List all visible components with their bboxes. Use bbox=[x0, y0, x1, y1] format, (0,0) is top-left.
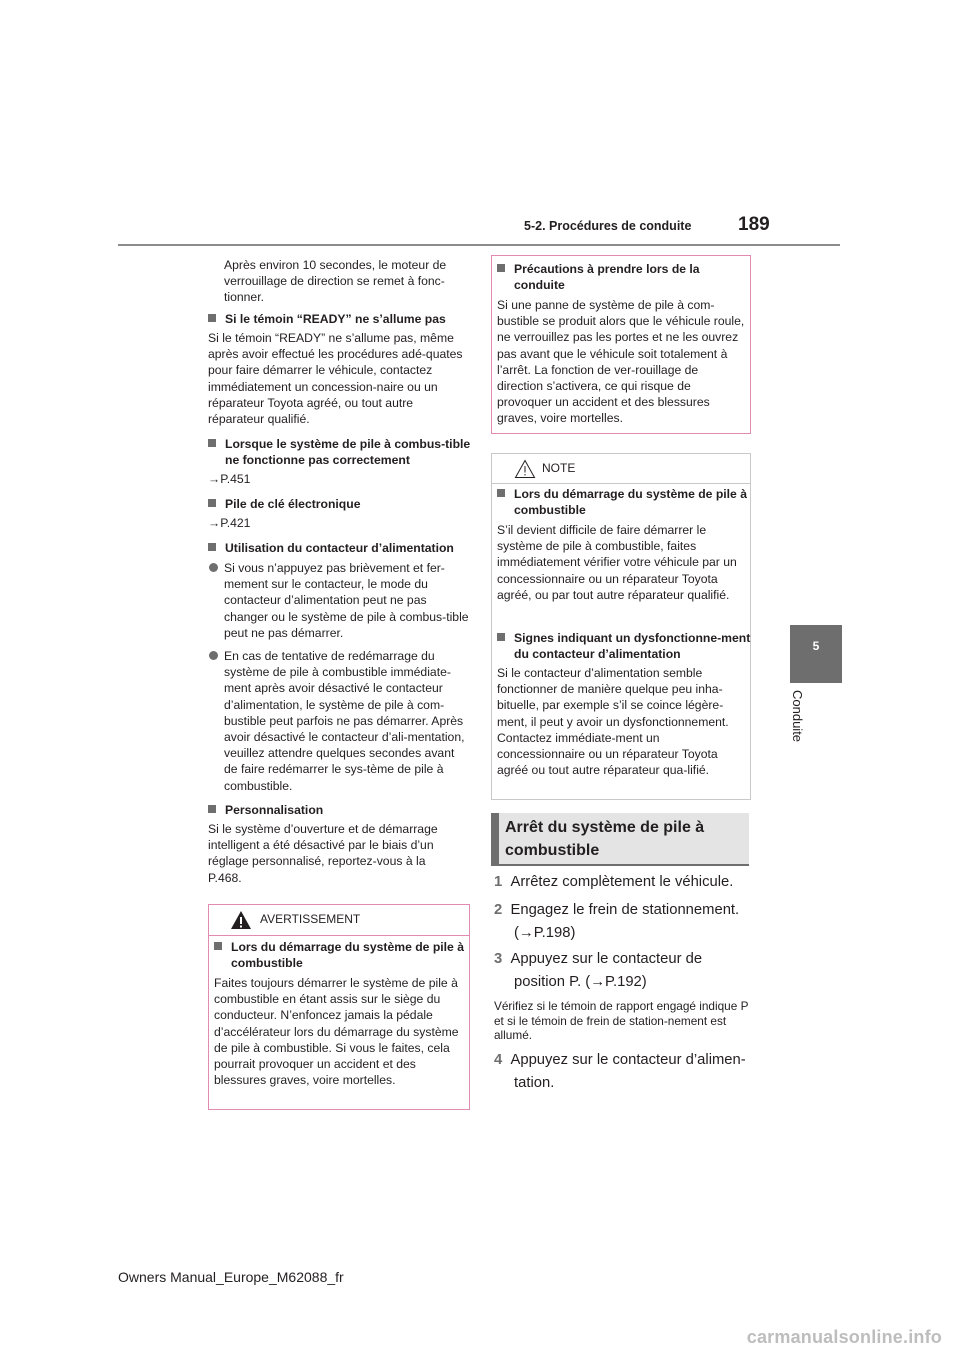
fuelcell-ref[interactable]: →P.451 bbox=[208, 472, 251, 486]
watermark: carmanualsonline.info bbox=[746, 1327, 942, 1347]
bullet-1: Si vous n’appuyez pas brièvement et fer-mement sur le contacteur, le mode du contacteur d’alimentation peut ne pas changer ou le système de pile à combus-tible peut ne pas démarrer. bbox=[224, 561, 469, 640]
chapter-number: 5 bbox=[812, 639, 820, 653]
step-3: 3 Appuyez sur le contacteur de bbox=[494, 951, 703, 967]
step-1: 1 Arrêtez complètement le véhicule. bbox=[494, 874, 734, 890]
step-2: 2 Engagez le frein de stationnement. bbox=[494, 902, 740, 918]
warning-box bbox=[208, 904, 470, 1110]
note-box bbox=[491, 453, 751, 800]
chapter-tab bbox=[790, 625, 842, 683]
warning-subheading: Lors du démarrage du système de pile à combustible bbox=[214, 939, 471, 971]
custom-heading: Personnalisation bbox=[208, 802, 487, 818]
header-rule bbox=[118, 244, 840, 246]
bullet-2: En cas de tentative de redémarrage du système de pile à combustible immédiate-ment après avoir désactivé le contacteur d’alimentation, le système de pile à com-bustible peut parfois ne pas démarrer. Après avoir désactivé le contacteur d’ali-mentation, veuillez attendre quelques secondes avant de faire redémarrer le sys-tème de pile à combustible. bbox=[224, 649, 465, 793]
note-title: NOTE bbox=[542, 461, 576, 475]
bullet-dot bbox=[209, 651, 218, 660]
custom-body: Si le système d’ouverture et de démarrage intelligent a été désactivé par le biais d’un réglage personnalisé, reportez-vous à la P.468. bbox=[208, 822, 438, 885]
footer-filename: Owners Manual_Europe_M62088_fr bbox=[118, 1269, 344, 1285]
ready-body: Si le témoin “READY” ne s’allume pas, même après avoir effectué les procédures adé-quates pour faire démarrer le véhicule, contactez immédiatement un concession-naire ou un réparateur Toyota agréé, ou tout autre réparateur qualifié. bbox=[208, 331, 463, 427]
note-body-1: S’il devient difficile de faire démarrer le système de pile à combustible, faites immédiatement vérifier votre véhicule par un concessionnaire ou un réparateur Toyota agréé, ou par tout autre réparateur qualifié. bbox=[497, 523, 737, 602]
switch-heading: Utilisation du contacteur d’alimentation bbox=[208, 540, 487, 556]
continued-warning-subheading: Précautions à prendre lors de la conduite bbox=[497, 261, 749, 293]
key-heading: Pile de clé électronique bbox=[208, 496, 487, 512]
step-4: 4 Appuyez sur le contacteur d’alimen- bbox=[494, 1052, 746, 1068]
note-body-2: Si le contacteur d’alimentation semble fonctionner de manière quelque peu inha-bituelle, par exemple s’il se coince légère-ment, il peut y avoir un dysfonctionnement. Contactez immédiate-ment un concessionnaire ou un réparateur Toyota agréé ou tout autre réparateur qua-lifié. bbox=[497, 666, 729, 778]
continued-warning-box bbox=[491, 255, 751, 434]
section-heading: Arrêt du système de pile à combustible bbox=[505, 819, 705, 859]
chapter-label: Conduite bbox=[790, 690, 805, 743]
intro-text: Après environ 10 secondes, le moteur de verrouillage de direction se remet à fonc-tionner. bbox=[224, 258, 447, 305]
section-title: 5-2. Procédures de conduite bbox=[524, 219, 692, 233]
page-number: 189 bbox=[738, 214, 770, 235]
fuelcell-heading: Lorsque le système de pile à combus-tible ne fonctionne pas correctement bbox=[208, 436, 475, 468]
step-2-ref[interactable]: (→P.198) bbox=[514, 925, 576, 941]
continued-warning-body: Si une panne de système de pile à com-bustible se produit alors que le véhicule roule, ne verrouillez pas les portes et ne les ouvrez pas avant que le véhicule soit totalement à l’arrêt. La fonction de ver-rouillage de direction s’activera, ce qui risque de provoquer un accident et des blessures graves, voire mortelles. bbox=[497, 298, 745, 426]
warning-body: Faites toujours démarrer le système de pile à combustible en étant assis sur le siège du conducteur. N’enfoncez jamais la pédale d’accélérateur lors du démarrage du système de pile à combustible. Si vous le faites, cela pourrait provoquer un accident et des blessures graves, voire mortelles. bbox=[214, 976, 459, 1088]
key-ref[interactable]: →P.421 bbox=[208, 516, 251, 530]
step-3-ref[interactable]: position P. (→P.192) bbox=[514, 974, 647, 990]
note-heading-2: Signes indiquant un dysfonctionne-ment du contacteur d’alimentation bbox=[497, 630, 754, 662]
warning-title: AVERTISSEMENT bbox=[260, 912, 361, 926]
note-triangle-icon bbox=[514, 459, 536, 479]
ready-heading: Si le témoin “READY” ne s’allume pas bbox=[208, 311, 487, 327]
section-heading-bar bbox=[491, 813, 499, 866]
bullet-dot bbox=[209, 563, 218, 572]
note-heading-1: Lors du démarrage du système de pile à combustible bbox=[497, 486, 749, 518]
step-4-cont: tation. bbox=[514, 1075, 555, 1091]
warning-triangle-icon bbox=[230, 910, 252, 930]
step-3-note: Vérifiez si le témoin de rapport engagé indique P et si le témoin de frein de station-nement est allumé. bbox=[494, 999, 749, 1042]
